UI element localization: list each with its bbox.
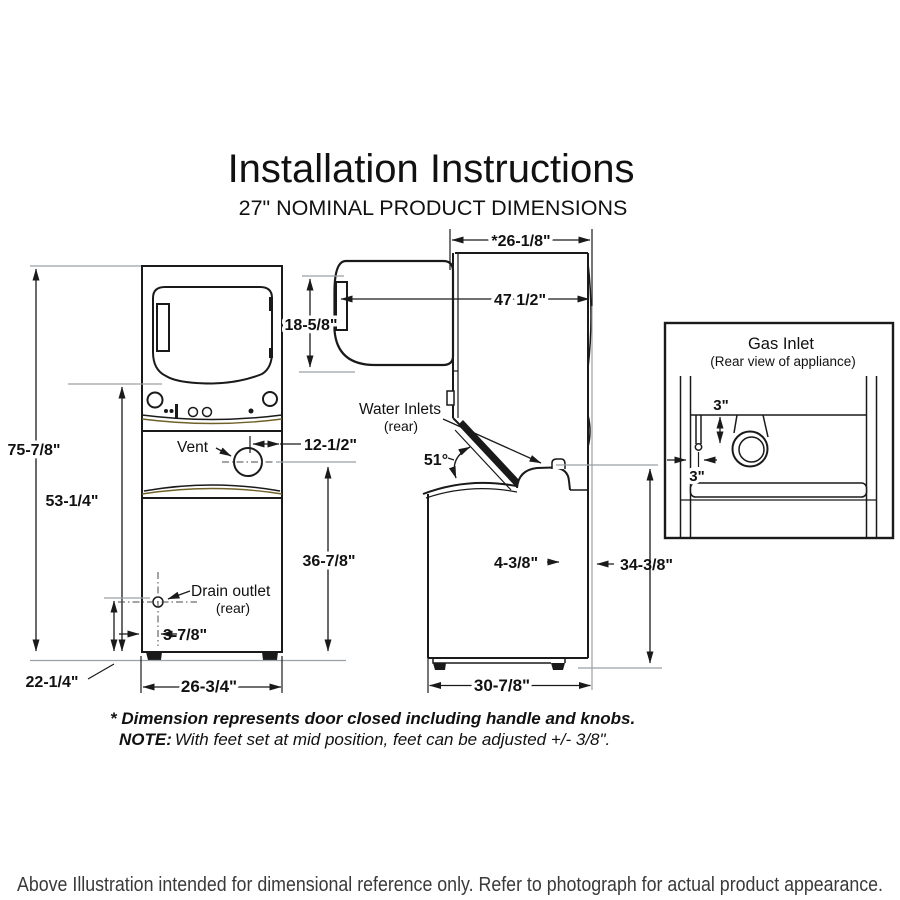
dim-inlet-setback-label: 4-3/8" [493, 555, 539, 572]
drain-outlet-label: Drain outlet [191, 583, 271, 600]
footnotes [110, 709, 635, 749]
lid-angle-label: 51° [423, 452, 449, 469]
control-button [203, 408, 212, 417]
drain-rear-label: (rear) [215, 600, 251, 616]
disclaimer-text: Above Illustration intended for dimensional reference only. Refer to photograph for actual product appearance. [17, 874, 883, 896]
leader-lid-angle [448, 458, 454, 460]
gas-dim-vertical-label: 3" [713, 397, 729, 414]
page-title: Installation Instructions [227, 147, 635, 191]
control-button [189, 408, 198, 417]
dim-overall-height-label: 75-7/8" [7, 442, 61, 459]
gas-inlet-subtitle: (Rear view of appliance) [710, 354, 856, 369]
dim-open-depth-label: 47 1/2" [493, 292, 547, 309]
dim-width-label: 26-3/4" [180, 677, 238, 696]
gas-inlet-title: Gas Inlet [747, 335, 815, 353]
front-foot-left [146, 652, 162, 660]
dim-depth-label: *26-1/8" [491, 233, 551, 250]
washer-dome-inner [426, 489, 517, 498]
side-console-knob [447, 391, 454, 405]
dim-vent-floor-label: 36-7/8" [302, 553, 356, 570]
control-knob-left [148, 393, 163, 408]
note-label: NOTE: [119, 730, 172, 749]
gas-dim-horizontal-label: 3" [689, 468, 705, 485]
arc-lid-angle [454, 447, 470, 478]
water-valve-bump [552, 459, 565, 469]
vent-label: Vent [177, 439, 209, 456]
side-foot-front [433, 663, 446, 670]
page-subtitle: 27" NOMINAL PRODUCT DIMENSIONS [238, 196, 628, 220]
door-hinge-top [269, 297, 273, 311]
dim-door-height-label: 18-5/8" [284, 317, 338, 334]
control-dot [170, 409, 174, 413]
gas-base-panel [691, 483, 867, 497]
dim-washer-height-label: 53-1/4" [45, 493, 99, 510]
note-text: With feet set at mid position, feet can be adjusted +/- 3/8". [174, 730, 611, 749]
footnote-note [119, 730, 610, 749]
dryer-door-open-side [335, 261, 454, 365]
footnote-dimension: * Dimension represents door closed including handle and knobs. [110, 709, 636, 728]
dryer-door-front [153, 287, 272, 384]
side-view-dimensions [299, 229, 662, 693]
water-inlets-label: Water Inlets [358, 401, 442, 418]
control-dot [249, 409, 254, 414]
leader-drain-height [88, 664, 114, 679]
control-dot [164, 409, 168, 413]
dryer-door-handle-side [336, 282, 347, 330]
dim-base-depth-label: 30-7/8" [473, 676, 531, 695]
door-hinge-bottom [269, 348, 273, 358]
control-knob-right [263, 392, 277, 406]
dim-drain-offset-label: 3-7/8" [163, 627, 208, 644]
front-view-unit [142, 266, 282, 660]
front-edge-kink [453, 418, 459, 424]
water-rear-label: (rear) [383, 418, 419, 434]
front-foot-right [262, 652, 278, 660]
gas-pipe-end [695, 444, 701, 450]
dim-vent-offset-label: 12-1/2" [304, 437, 357, 454]
dryer-door-handle-front [157, 304, 169, 351]
side-view-unit [335, 253, 592, 670]
washer-console-hump [517, 468, 570, 491]
side-foot-rear [551, 663, 565, 670]
washer-lid-open-inner [455, 430, 511, 490]
control-lever [175, 404, 178, 418]
dim-drain-height-label: 22-1/4" [25, 674, 79, 691]
dim-washer-height-side-label: 34-3/8" [620, 557, 673, 574]
